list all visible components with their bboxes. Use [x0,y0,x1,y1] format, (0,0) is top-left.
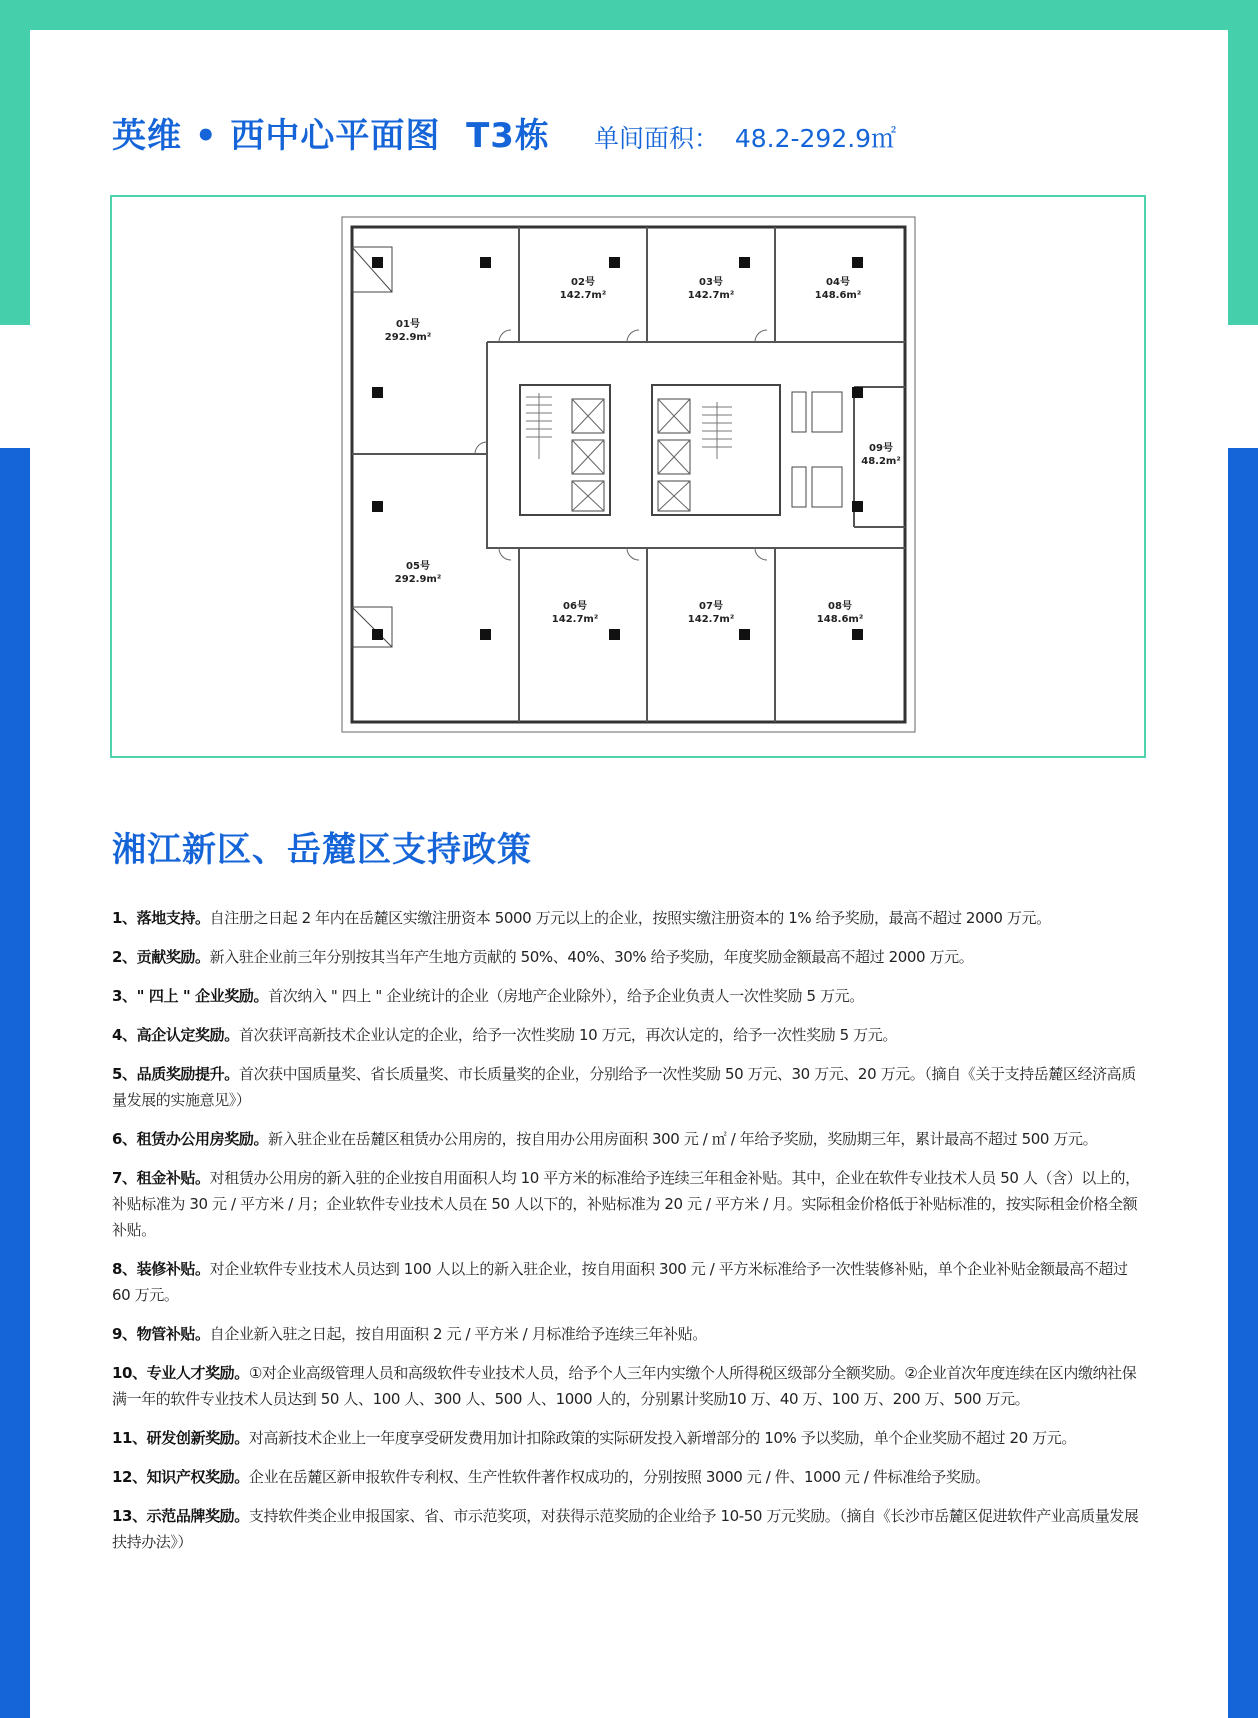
policy-item-text: 支持软件类企业申报国家、省、市示范奖项，对获得示范奖励的企业给予 10-50 万元奖励。（摘自《长沙市岳麓区促进软件产业高质量发展扶持办法》） [112,1507,1139,1551]
policy-item [112,1165,1148,1243]
unit-id: 05号 [406,561,430,572]
door [627,548,639,560]
policy-item-text: 新入驻企业前三年分别按其当年产生地方贡献的 50%、40%、30% 给予奖励，年度奖励金额最高不超过 2000 万元。 [209,948,974,966]
policy-item-heading: 1、落地支持。 [112,909,210,927]
policy-item-heading: 5、品质奖励提升。 [112,1065,239,1083]
unit-area: 292.9m² [394,574,442,585]
restroom [792,467,806,507]
policy-item-text: 首次获中国质量奖、省长质量奖、市长质量奖的企业，分别给予一次性奖励 50 万元、30 万元、20 万元。（摘自《关于支持岳麓区经济高质量发展的实施意见》） [112,1065,1136,1109]
service-room-cross [352,247,392,292]
door [755,330,767,342]
policy-item [112,1321,1148,1347]
policy-list [112,905,1148,1568]
policy-item-heading: 6、租赁办公用房奖励。 [112,1130,269,1148]
policy-item-text: 企业在岳麓区新申报软件专利权、生产性软件著作权成功的，分别按照 3000 元 / 件、1000 元 / 件标准给予奖励。 [248,1468,990,1486]
unit-area: 148.6m² [816,614,864,625]
unit-area-range: 单间面积： 48.2-292.9㎡ [593,124,897,153]
unit-area: 142.7m² [551,614,599,625]
unit-area: 142.7m² [687,290,735,301]
policy-item [112,983,1148,1009]
policy-item-heading: 8、装修补贴。 [112,1260,210,1278]
policy-item-heading: 4、高企认定奖励。 [112,1026,239,1044]
stairs-left [526,393,552,459]
policy-section-title: 湘江新区、岳麓区支持政策 [112,830,532,870]
policy-item-heading: 11、研发创新奖励。 [112,1429,249,1447]
unit-area: 292.9m² [384,332,432,343]
policy-item-text: 首次纳入 " 四上 " 企业统计的企业（房地产企业除外），给予企业负责人一次性奖励 5 万元。 [268,987,864,1005]
policy-item-heading: 9、物管补贴。 [112,1325,210,1343]
policy-item [112,1464,1148,1490]
policy-item [112,1425,1148,1451]
policy-item-heading: 7、租金补贴。 [112,1169,210,1187]
structural-columns [372,257,863,640]
policy-item [112,1360,1148,1412]
unit-id: 06号 [563,601,587,612]
door [755,548,767,560]
restroom [792,392,806,432]
policy-item-heading: 12、知识产权奖励。 [112,1468,249,1486]
unit-id: 09号 [869,443,893,454]
page-title: 英维 • 西中心平面图 T3栋 [112,116,550,156]
unit-area: 48.2m² [861,456,901,467]
unit-id: 01号 [396,319,420,330]
core-right [652,385,780,515]
policy-item-text: 自企业新入驻之日起，按自用面积 2 元 / 平方米 / 月标准给予连续三年补贴。 [209,1325,707,1343]
core-corridor [487,342,905,548]
policy-item-heading: 10、专业人才奖励。 [112,1364,249,1382]
floor-plan-frame [110,195,1146,758]
policy-item [112,1022,1148,1048]
floor-plan [112,197,1144,756]
policy-item [112,905,1148,931]
policy-item-heading: 13、示范品牌奖励。 [112,1507,249,1525]
unit-id: 03号 [699,277,723,288]
policy-item-text: 自注册之日起 2 年内在岳麓区实缴注册资本 5000 万元以上的企业，按照实缴注册资本的 1% 给予奖励，最高不超过 2000 万元。 [209,909,1051,927]
unit-area: 142.7m² [687,614,735,625]
page-header [112,108,896,158]
unit-id: 02号 [571,277,595,288]
policy-item [112,1503,1148,1555]
policy-item-text: ①对企业高级管理人员和高级软件专业技术人员，给予个人三年内实缴个人所得税区级部分全额奖励。②企业首次年度连续在区内缴纳社保满一年的软件专业技术人员达到 50 人、100 人、300 人、500 人、1000 人的，分别累计奖励10 万、40 万、100 万、200 万、500 万元。 [112,1364,1137,1408]
door [499,330,511,342]
unit-area: 142.7m² [559,290,607,301]
policy-item [112,1256,1148,1308]
policy-item-text: 首次获评高新技术企业认定的企业，给予一次性奖励 10 万元，再次认定的，给予一次性奖励 5 万元。 [238,1026,897,1044]
restroom [812,392,842,432]
policy-item-heading: 3、" 四上 " 企业奖励。 [112,987,269,1005]
policy-item [112,1061,1148,1113]
unit-area: 148.6m² [814,290,862,301]
policy-item-text: 对高新技术企业上一年度享受研发费用加计扣除政策的实际研发投入新增部分的 10% 予以奖励，单个企业奖励不超过 20 万元。 [248,1429,1076,1447]
policy-item-text: 新入驻企业在岳麓区租赁办公用房的，按自用办公用房面积 300 元 / ㎡ / 年给予奖励，奖励期三年，累计最高不超过 500 万元。 [268,1130,1098,1148]
policy-item [112,1126,1148,1152]
unit-id: 08号 [828,601,852,612]
restroom [812,467,842,507]
door [627,330,639,342]
service-room-cross [352,607,392,647]
door [475,442,487,454]
policy-item-text: 对租赁办公用房的新入驻的企业按自用面积人均 10 平方米的标准给予连续三年租金补贴。其中，企业在软件专业技术人员 50 人（含）以上的，补贴标准为 30 元 / 平方米 / 月；企业软件专业技术人员在 50 人以下的，补贴标准为 20 元 / 平方米 / 月。实际租金价格低于补贴标准的，按实际租金价格全额补贴。 [112,1169,1140,1239]
door [499,548,511,560]
policy-item-text: 对企业软件专业技术人员达到 100 人以上的新入驻企业，按自用面积 300 元 / 平方米标准给予一次性装修补贴，单个企业补贴金额最高不超过 60 万元。 [112,1260,1128,1304]
unit-id: 07号 [699,601,723,612]
stairs-right [702,402,732,459]
policy-item [112,944,1148,970]
outer-wall [352,227,905,722]
policy-item-heading: 2、贡献奖励。 [112,948,210,966]
unit-id: 04号 [826,277,850,288]
